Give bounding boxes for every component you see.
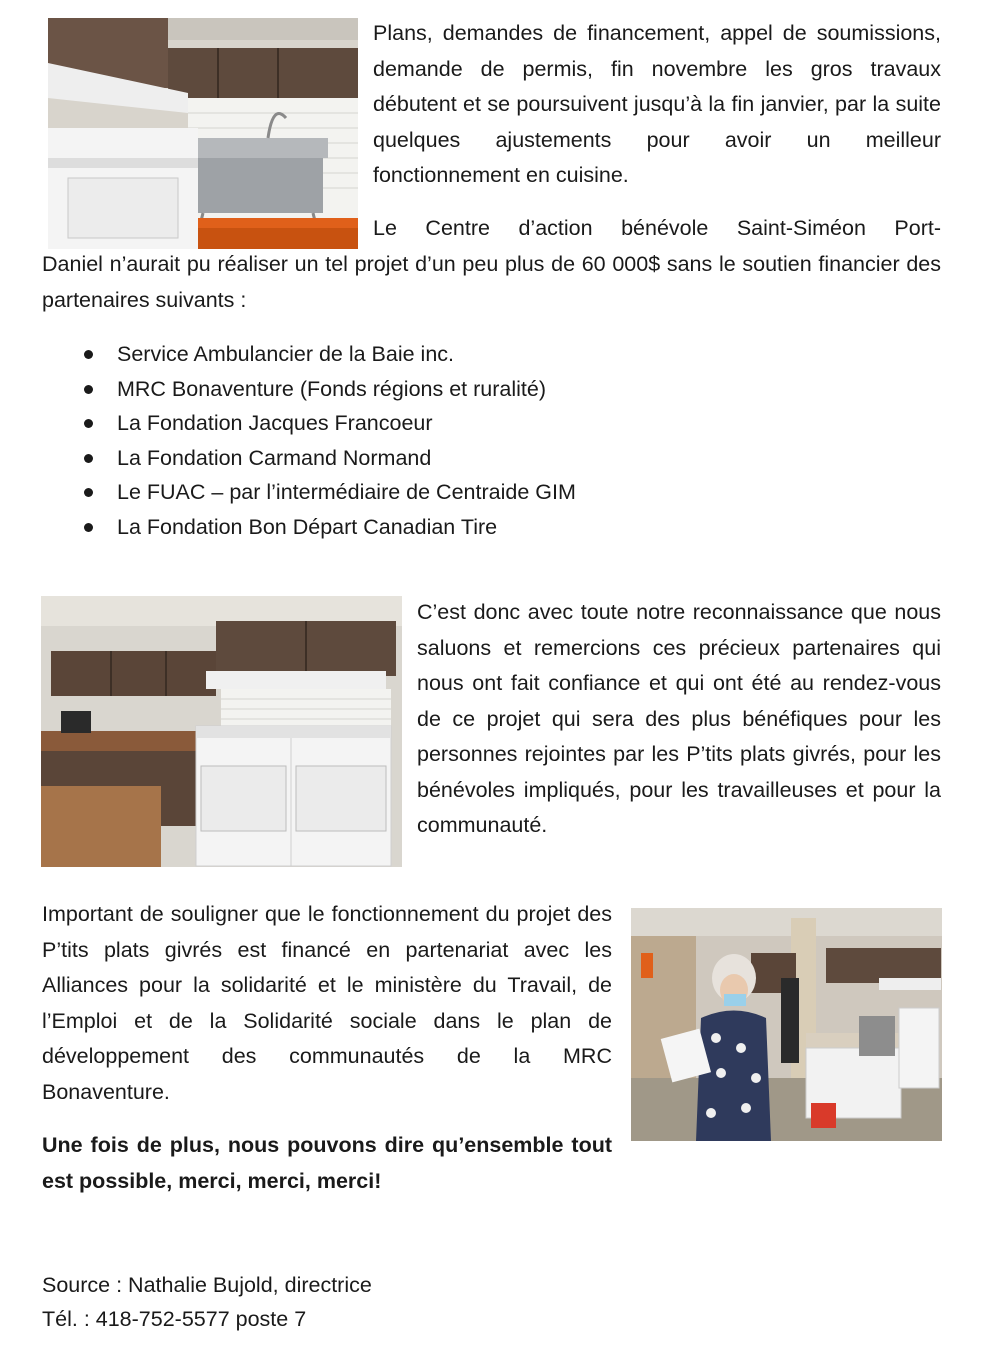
partner-name: La Fondation Jacques Francoeur	[117, 411, 433, 436]
conclusion-paragraph: Une fois de plus, nous pouvons dire qu’ensemble tout est possible, merci, merci, merci!	[42, 1133, 612, 1193]
bullet-icon	[84, 454, 93, 463]
intro-paragraph: Plans, demandes de financement, appel de soumissions, demande de permis, fin novembre les gros travaux débutent et se poursuivent jusqu’à la fin janvier, par la suite quelques ajustements pour avoir un meilleur fonctionnement en cuisine.	[373, 21, 941, 187]
volunteer-kitchen-photo	[631, 908, 942, 1141]
list-item	[42, 441, 902, 476]
financement-paragraph: Important de souligner que le fonctionnement du projet des P’tits plats givrés est financé en partenariat avec les Alliances pour la solidarité et le ministère du Travail, de l’Emploi et de la Solidarité sociale dans le plan de développement des communautés de la MRC Bonaventure.	[42, 902, 612, 1104]
partner-name: Service Ambulancier de la Baie inc.	[117, 342, 455, 366]
kitchen-sink-photo	[48, 18, 358, 249]
partners-list	[42, 337, 902, 545]
list-item	[42, 406, 902, 441]
reconnaissance-paragraph: C’est donc avec toute notre reconnaissance que nous saluons et remercions ces précieux partenaires qui nous ont fait confiance et qui ont été au rendez-vous de ce projet qui sera des plus bénéfiques pour les personnes rejointes par les P’tits plats givrés, pour les bénévoles impliqués, pour les travailleuses et pour la communauté.	[417, 600, 941, 837]
centre-paragraph-start: Le Centre d’action bénévole Saint-Siméon Port-	[373, 216, 941, 240]
partner-name: MRC Bonaventure (Fonds régions et ruralité)	[117, 376, 546, 401]
bullet-icon	[84, 488, 93, 497]
partner-name: Le FUAC – par l’intermédiaire de Centraide GIM	[117, 480, 576, 505]
kitchen-stoves-photo	[41, 596, 402, 867]
centre-paragraph: Daniel n’aurait pu réaliser un tel projet d’un peu plus de 60 000$ sans le soutien financier des partenaires suivants :	[42, 252, 941, 312]
list-item	[42, 337, 902, 372]
source-line: Source : Nathalie Bujold, directrice	[42, 1273, 372, 1297]
bullet-icon	[84, 350, 93, 359]
list-item	[42, 372, 902, 407]
bullet-icon	[84, 385, 93, 394]
partner-name: La Fondation Carmand Normand	[117, 445, 432, 470]
partner-name: La Fondation Bon Départ Canadian Tire	[117, 514, 498, 539]
list-item	[42, 475, 902, 510]
phone-line: Tél. : 418-752-5577 poste 7	[42, 1307, 307, 1331]
source-block	[42, 1268, 372, 1336]
bullet-icon	[84, 523, 93, 532]
list-item	[42, 510, 902, 545]
bullet-icon	[84, 419, 93, 428]
